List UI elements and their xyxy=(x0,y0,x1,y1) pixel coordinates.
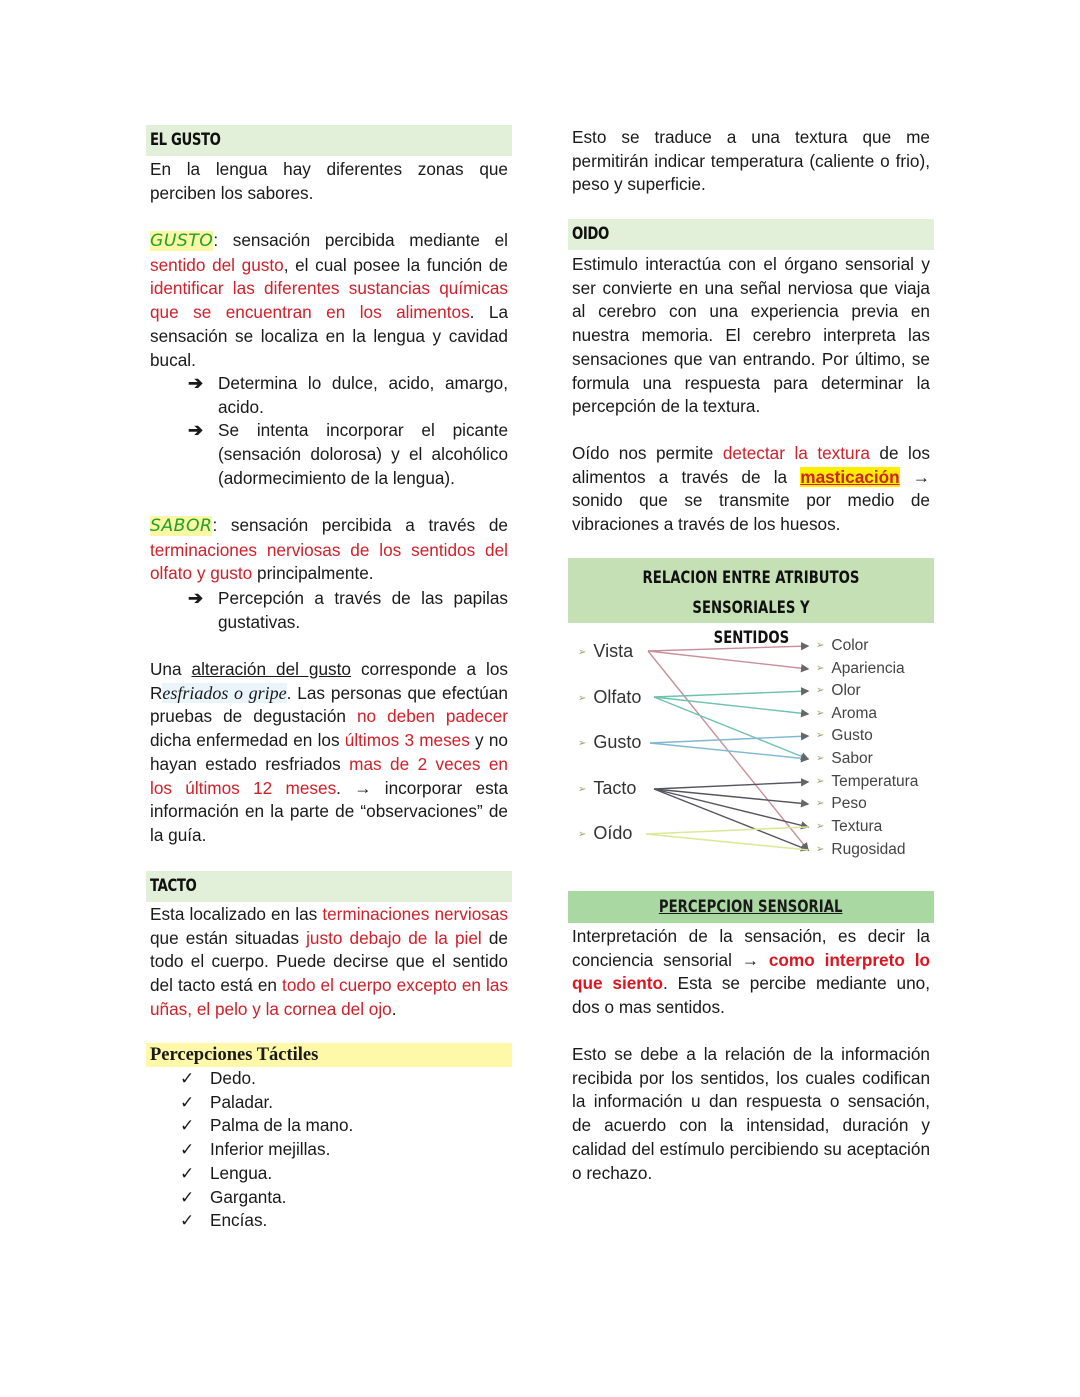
sabor-definition: SABOR: sensación percibida a través de terminaciones nerviosas de los sentidos del olfato y gusto principalmente. xyxy=(150,515,508,584)
list-item: ➔ Determina lo dulce, acido, amargo, acido. xyxy=(188,373,508,417)
gusto-term: GUSTO xyxy=(150,231,214,251)
checkmark-icon: ✓ xyxy=(180,1069,195,1088)
section-header-oido: OIDO xyxy=(568,219,934,250)
triangle-bullet-icon: ➢ xyxy=(578,693,587,704)
list-item: ✓ Encías. xyxy=(180,1209,512,1233)
triangle-bullet-icon: ➢ xyxy=(578,784,587,795)
sense-vista: ➢ Vista xyxy=(578,641,634,661)
sense-olfato: ➢ Olfato xyxy=(578,687,642,707)
arrow-right-icon: ➔ xyxy=(188,420,204,441)
oido-paragraph-2: Oído nos permite detectar la textura de los alimentos a través de la masticación → sonido que se transmite por medio de vibraciones a través de los huesos. xyxy=(572,443,931,535)
section-header-percepcion-sensorial: PERCEPCION SENSORIAL xyxy=(568,891,934,923)
attribute-apariencia: ➢ Apariencia xyxy=(816,660,905,677)
triangle-bullet-icon: ➢ xyxy=(816,685,825,696)
section-header-el-gusto: EL GUSTO xyxy=(146,125,512,156)
senses-attributes-diagram xyxy=(568,632,934,862)
attribute-color: ➢ Color xyxy=(816,637,869,654)
triangle-bullet-icon: ➢ xyxy=(578,829,587,840)
attribute-olor: ➢ Olor xyxy=(816,682,861,699)
triangle-bullet-icon: ➢ xyxy=(816,730,825,741)
sabor-term: SABOR xyxy=(150,516,213,536)
section-header-relacion: RELACION ENTRE ATRIBUTOS SENSORIALES Y SENTIDOS xyxy=(568,558,934,623)
triangle-bullet-icon: ➢ xyxy=(578,647,587,658)
arrow-right-icon: ➔ xyxy=(188,588,204,608)
attribute-temperatura: ➢ Temperatura xyxy=(816,773,919,790)
triangle-bullet-icon: ➢ xyxy=(578,738,587,749)
attribute-gusto: ➢ Gusto xyxy=(816,727,873,744)
list-item: ✓ Paladar. xyxy=(180,1091,512,1115)
attribute-peso: ➢ Peso xyxy=(816,795,867,812)
list-item: ➔ Percepción a través de las papilas gustativas. xyxy=(188,588,508,632)
alteracion-paragraph: Una alteración del gusto corresponde a los Resfriados o gripe. Las personas que efectúan pruebas de degustación no deben padecer dicha enfermedad en los últimos 3 meses y no hayan estado resfriados mas de 2 veces en los últimos 12 meses. → incorporar esta información en la parte de “observaciones” de la guía. xyxy=(150,659,509,845)
checkmark-icon: ✓ xyxy=(180,1211,195,1231)
percepciones-tactiles-header: Percepciones Táctiles xyxy=(146,1043,512,1067)
attribute-textura: ➢ Textura xyxy=(816,818,883,835)
oido-paragraph-1: Estimulo interactúa con el órgano sensorial y ser convierte en una señal nerviosa que viaja al cerebro con una experiencia previa en nuestra memoria. El cerebro interpreta las sensaciones que van entrando. Por último, se formula una respuesta para determinar la percepción de la textura. xyxy=(572,254,930,417)
attribute-sabor: ➢ Sabor xyxy=(816,750,873,767)
sense-oido: ➢ Oído xyxy=(578,823,633,843)
list-item: ✓ Inferior mejillas. xyxy=(180,1138,512,1162)
triangle-bullet-icon: ➢ xyxy=(816,753,825,764)
percepciones-tactiles-list xyxy=(146,1067,512,1233)
tacto-paragraph: Esta localizado en las terminaciones nerviosas que están situadas justo debajo de la piel de todo el cuerpo. Puede decirse que el sentido del tacto está en todo el cuerpo excepto en las uñas, el pelo y la cornea del ojo. xyxy=(150,904,509,1019)
el-gusto-intro: En la lengua hay diferentes zonas que perciben los sabores. xyxy=(150,159,508,203)
list-item: ✓ Lengua. xyxy=(180,1162,512,1186)
triangle-bullet-icon: ➢ xyxy=(816,640,825,651)
triangle-bullet-icon: ➢ xyxy=(816,798,825,809)
textura-intro: Esto se traduce a una textura que me permitirán indicar temperatura (caliente o frio), peso y superficie. xyxy=(572,127,930,195)
checkmark-icon: ✓ xyxy=(180,1092,195,1112)
checkmark-icon: ✓ xyxy=(180,1140,195,1160)
checkmark-icon: ✓ xyxy=(180,1116,195,1136)
sense-tacto: ➢ Tacto xyxy=(578,778,637,798)
sabor-bullet-list xyxy=(146,587,512,634)
triangle-bullet-icon: ➢ xyxy=(816,844,825,855)
checkmark-icon: ✓ xyxy=(180,1163,195,1183)
list-item: ✓ Palma de la mano. xyxy=(180,1114,512,1138)
list-item: ➔ Se intenta incorporar el picante (sensación dolorosa) y el alcohólico (adormecimiento de la lengua). xyxy=(188,420,508,488)
list-item: ✓ Garganta. xyxy=(180,1186,512,1210)
highlighted-term: masticación xyxy=(800,466,900,487)
triangle-bullet-icon: ➢ xyxy=(816,776,825,787)
section-header-tacto: TACTO xyxy=(146,871,512,902)
gusto-definition: GUSTO: sensación percibida mediante el sentido del gusto, el cual posee la función de identificar las diferentes sustancias químicas que se encuentran en los alimentos. La sensación se localiza en la lengua y cavidad bucal. xyxy=(150,230,509,370)
arrow-right-icon: ➔ xyxy=(188,373,204,393)
percepcion-paragraph-2: Esto se debe a la relación de la información recibida por los sentidos, los cuales codifican la información u dan respuesta o sensación, de acuerdo con la intensidad, duración y calidad del estímulo percibiendo su aceptación o rechazo. xyxy=(572,1044,930,1183)
triangle-bullet-icon: ➢ xyxy=(816,708,825,719)
gusto-bullet-list xyxy=(146,372,512,491)
triangle-bullet-icon: ➢ xyxy=(816,821,825,832)
checkmark-icon: ✓ xyxy=(180,1187,195,1207)
triangle-bullet-icon: ➢ xyxy=(816,663,825,674)
percepcion-paragraph-1: Interpretación de la sensación, es decir la conciencia sensorial → como interpreto lo que siento. Esta se percibe mediante uno, dos o mas sentidos. xyxy=(572,926,930,1018)
attribute-rugosidad: ➢ Rugosidad xyxy=(816,841,906,858)
list-item: ✓ Dedo. xyxy=(180,1067,512,1091)
sense-gusto: ➢ Gusto xyxy=(578,732,642,752)
attribute-aroma: ➢ Aroma xyxy=(816,705,878,722)
